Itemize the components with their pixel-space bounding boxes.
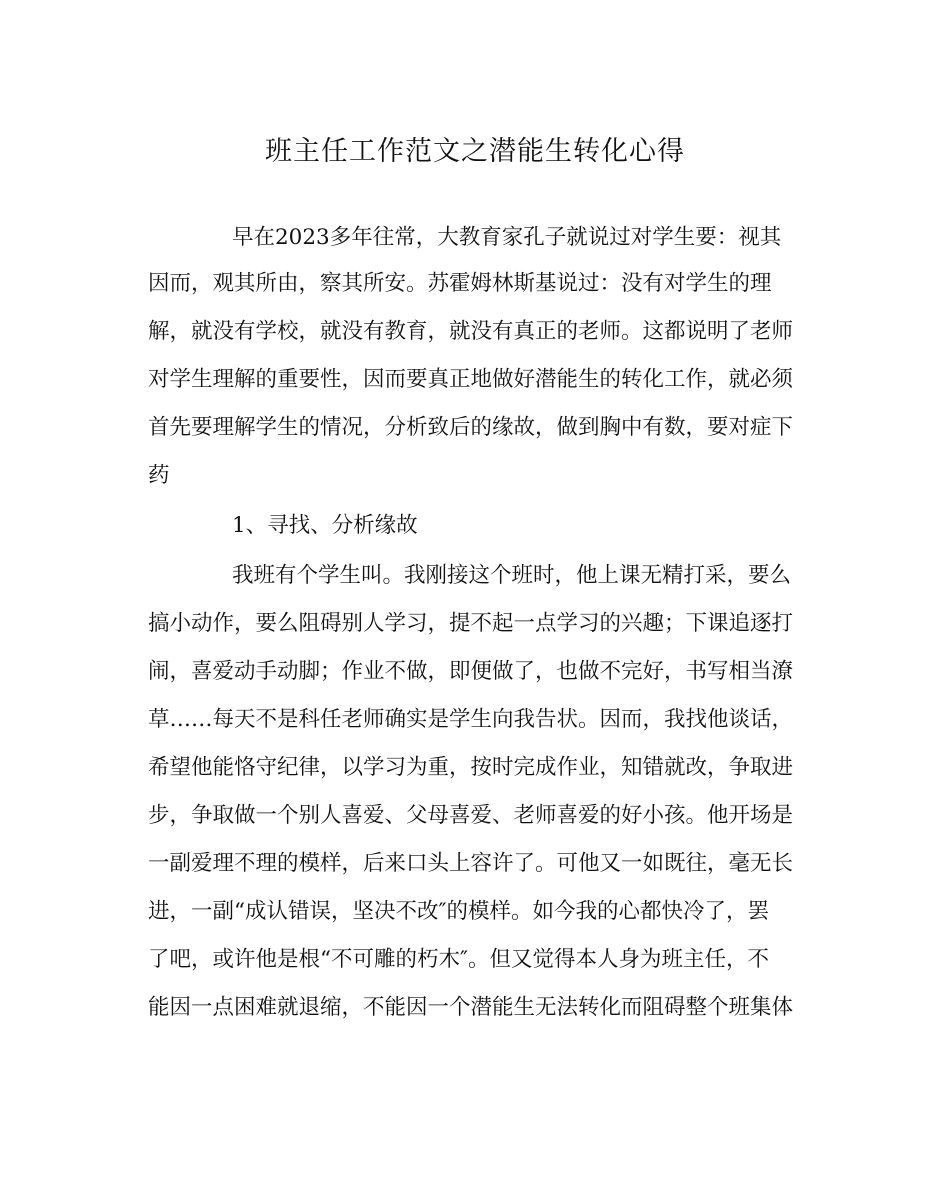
paragraph1-line-6: 药 — [148, 463, 170, 488]
paragraph2-line-1: 我班有个学生叫。我刚接这个班时，他上课无精打采，要么 — [232, 563, 792, 588]
paragraph2-line-10: 能因一点困难就退缩，不能因一个潜能生无法转化而阻碍整个班集体 — [148, 995, 794, 1020]
paragraph2-line-3: 闹，喜爱动手动脚；作业不做，即便做了，也做不完好，书写相当潦 — [148, 659, 794, 684]
paragraph2-line-6: 步，争取做一个别人喜爱、父母喜爱、老师喜爱的好小孩。他开场是 — [148, 803, 794, 828]
paragraph2-line-5: 希望他能恪守纪律，以学习为重，按时完成作业，知错就改，争取进 — [148, 755, 794, 780]
paragraph2-line-8: 进，一副“成认错误，坚决不改″的模样。如今我的心都快冷了，罢 — [148, 899, 770, 924]
document-title: 班主任工作范文之潜能生转化心得 — [265, 136, 685, 167]
paragraph2-line-9: 了吧，或许他是根“不可雕的朽木″。但又觉得本人身为班主任，不 — [148, 947, 770, 972]
paragraph1-line-2: 因而，观其所由，察其所安。苏霍姆林斯基说过：没有对学生的理 — [148, 271, 772, 296]
paragraph2-line-2: 搞小动作，要么阻碍别人学习，提不起一点学习的兴趣；下课追逐打 — [148, 611, 794, 636]
paragraph2-line-7: 一副爱理不理的模样，后来口头上容许了。可他又一如既往，毫无长 — [148, 851, 794, 876]
paragraph1-line-1: 早在2023多年往常，大教育家孔子就说过对学生要：视其 — [232, 225, 782, 250]
section-heading: 1、寻找、分析缘故 — [232, 513, 418, 538]
paragraph2-line-4: 草……每天不是科任老师确实是学生向我告状。因而，我找他谈话， — [148, 707, 794, 732]
paragraph1-line-4: 对学生理解的重要性，因而要真正地做好潜能生的转化工作，就必须 — [148, 367, 794, 392]
paragraph1-line-3: 解，就没有学校，就没有教育，就没有真正的老师。这都说明了老师 — [148, 319, 794, 344]
paragraph1-line-5: 首先要理解学生的情况，分析致后的缘故，做到胸中有数，要对症下 — [148, 415, 794, 440]
